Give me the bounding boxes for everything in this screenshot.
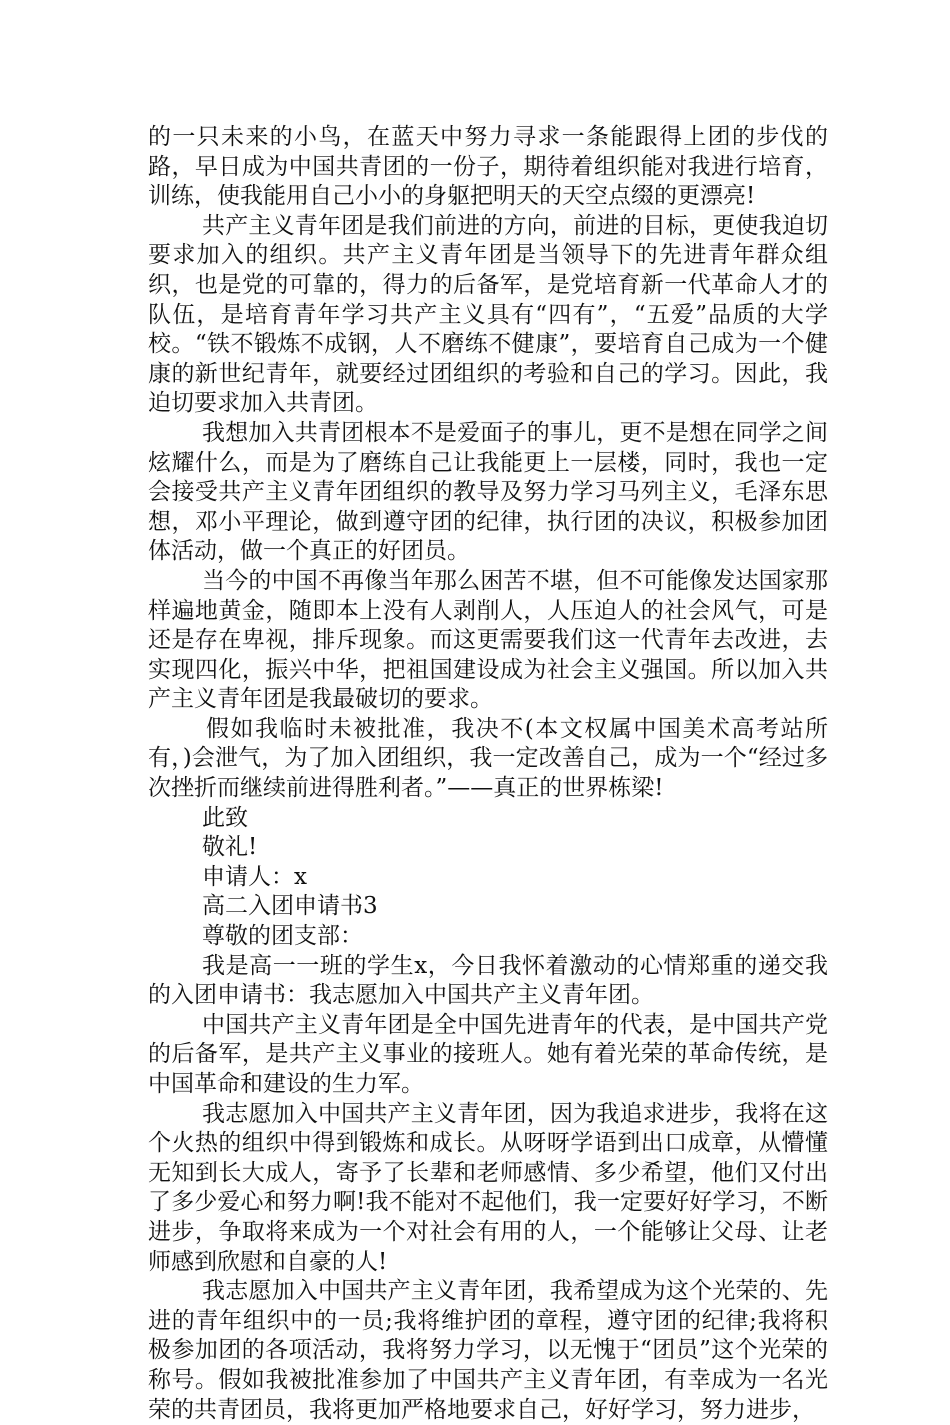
document-body — [148, 123, 828, 1425]
greeting-line: 尊敬的团支部： — [202, 923, 363, 950]
closing-salutation: 此致 — [202, 804, 248, 831]
closing-regards: 敬礼! — [202, 834, 258, 861]
paragraph: 当今的中国不再像当年那么困苦不堪，但不可能像发达国家那样遍地黄金，随即本上没有人剥削人，人压迫人的社会风气，可是还是存在卑视，排斥现象。而这更需要我们这一代青年去改进，去实现四化，振兴中华，把祖国建设成为社会主义强国。所以加入共产主义青年团是我最破切的要求。 — [148, 567, 828, 713]
paragraph: 我志愿加入中国共产主义青年团，因为我追求进步，我将在这个火热的组织中得到锻炼和成长。从呀呀学语到出口成章，从懵懂无知到长大成人，寄予了长辈和老师感情、多少希望，他们又付出了多少爱心和努力啊!我不能对不起他们，我一定要好好学习，不断进步，争取将来成为一个对社会有用的人，一个能够让父母、让老师感到欣慰和自豪的人! — [148, 1100, 828, 1275]
paragraph: 我是高一一班的学生x，今日我怀着激动的心情郑重的递交我的入团申请书：我志愿加入中国共产主义青年团。 — [148, 952, 828, 1009]
section-title: 高二入团申请书3 — [202, 893, 378, 920]
paragraph: 假如我临时未被批准，我决不(本文权属中国美术高考站所有，)会泄气，为了加入团组织，我一定改善自己，成为一个“经过多次挫折而继续前进得胜利者。”——真正的世界栋梁! — [148, 715, 828, 802]
paragraph: 共产主义青年团是我们前进的方向，前进的目标，更使我迫切要求加入的组织。共产主义青年团是当领导下的先进青年群众组织，也是党的可靠的，得力的后备军，是党培育新一代革命人才的队伍，是培育青年学习共产主义具有“四有”，“五爱”品质的大学校。“铁不锻炼不成钢，人不磨练不健康”，要培育自己成为一个健康的新世纪青年，就要经过团组织的考验和自己的学习。因此，我迫切要求加入共青团。 — [148, 212, 828, 417]
paragraph: 的一只未来的小鸟，在蓝天中努力寻求一条能跟得上团的步伐的路，早日成为中国共青团的一份子，期待着组织能对我进行培育，训练，使我能用自己小小的身躯把明天的天空点缀的更漂亮! — [148, 124, 828, 210]
applicant-line: 申请人：x — [202, 863, 307, 890]
paragraph: 我志愿加入中国共产主义青年团，我希望成为这个光荣的、先进的青年组织中的一员;我将维护团的章程，遵守团的纪律;我将积极参加团的各项活动，我将努力学习，以无愧于“团员”这个光荣的称号。假如我被批准参加了中国共产主义青年团，有幸成为一名光荣的共青团员，我将更加严格地要求自己，好好学习，努力进步， — [148, 1278, 828, 1423]
paragraph: 中国共产主义青年团是全中国先进青年的代表，是中国共产党的后备军，是共产主义事业的接班人。她有着光荣的革命传统，是中国革命和建设的生力军。 — [148, 1011, 828, 1097]
paragraph: 我想加入共青团根本不是爱面子的事儿，更不是想在同学之间炫耀什么，而是为了磨练自己让我能更上一层楼，同时，我也一定会接受共产主义青年团组织的教导及努力学习马列主义，毛泽东思想，邓小平理论，做到遵守团的纪律，执行团的决议，积极参加团体活动，做一个真正的好团员。 — [148, 419, 828, 565]
